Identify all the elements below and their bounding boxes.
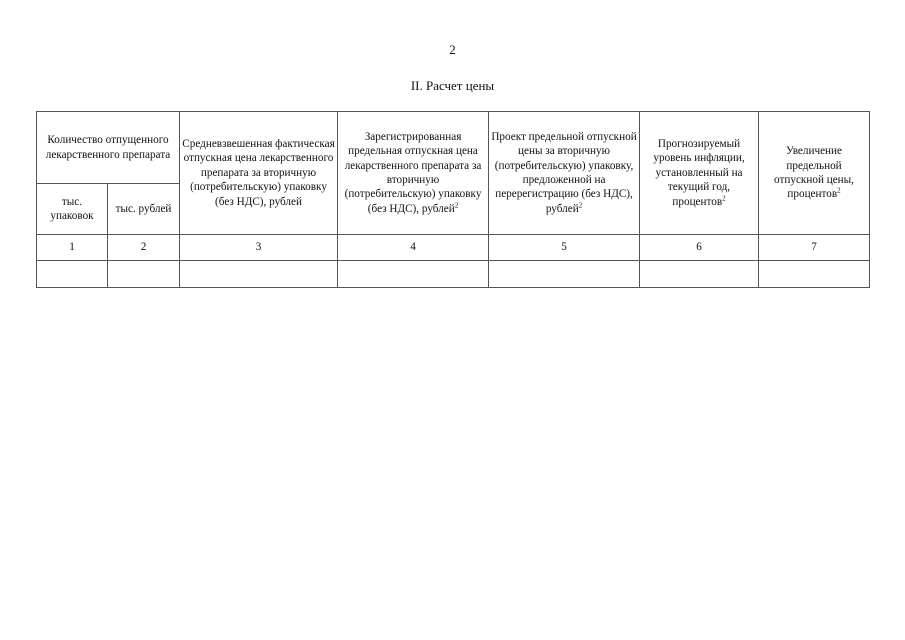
- data-cell: [489, 261, 640, 288]
- col4-header-text: Зарегистрированная предельная отпускная цена лекарственного препарата за вторичную (потребительскую) упаковку (без НДС), рублей: [344, 130, 482, 215]
- footnote-mark: 2: [722, 193, 726, 202]
- col5-header-text: Проект предельной отпускной цены за вторичную (потребительскую) упаковку, предложенной на перерегистрацию (без НДС), рублей: [491, 130, 637, 215]
- data-row: [37, 261, 870, 288]
- section-title: II. Расчет цены: [410, 78, 495, 93]
- column-number: 1: [37, 235, 108, 261]
- header-row: [37, 112, 870, 184]
- column-number: 6: [640, 235, 759, 261]
- col6-header-text: Прогнозируемый уровень инфляции, установленный на текущий год, процентов: [653, 137, 745, 208]
- page-number: 2: [449, 42, 456, 57]
- col5-header: [489, 112, 640, 235]
- data-cell: [37, 261, 108, 288]
- col4-header: [338, 112, 489, 235]
- quantity-header: Количество отпущенного лекарственного препарата: [37, 112, 180, 184]
- footnote-mark: 2: [578, 201, 583, 210]
- data-cell: [338, 261, 489, 288]
- col7-header-text: Увеличение предельной отпускной цены, процентов: [774, 145, 854, 201]
- column-number: 5: [489, 235, 640, 261]
- column-number: 4: [338, 235, 489, 261]
- column-number: 3: [180, 235, 338, 261]
- data-cell: [108, 261, 180, 288]
- col7-header: [759, 112, 870, 235]
- footnote-mark: 2: [837, 186, 841, 195]
- data-cell: [759, 261, 870, 288]
- column-number: 7: [759, 235, 870, 261]
- subheader-packages: тыс. упаковок: [37, 184, 108, 235]
- subheader-rubles: тыс. рублей: [108, 184, 180, 235]
- price-calculation-table: [36, 111, 870, 288]
- col6-header: [640, 112, 759, 235]
- column-number: 2: [108, 235, 180, 261]
- column-numbers-row: [37, 235, 870, 261]
- footnote-mark: 2: [454, 201, 459, 210]
- data-cell: [640, 261, 759, 288]
- data-cell: [180, 261, 338, 288]
- col3-header: Средневзвешенная фактическая отпускная цена лекарственного препарата за вторичную (потребительскую) упаковку (без НДС), рублей: [180, 112, 338, 235]
